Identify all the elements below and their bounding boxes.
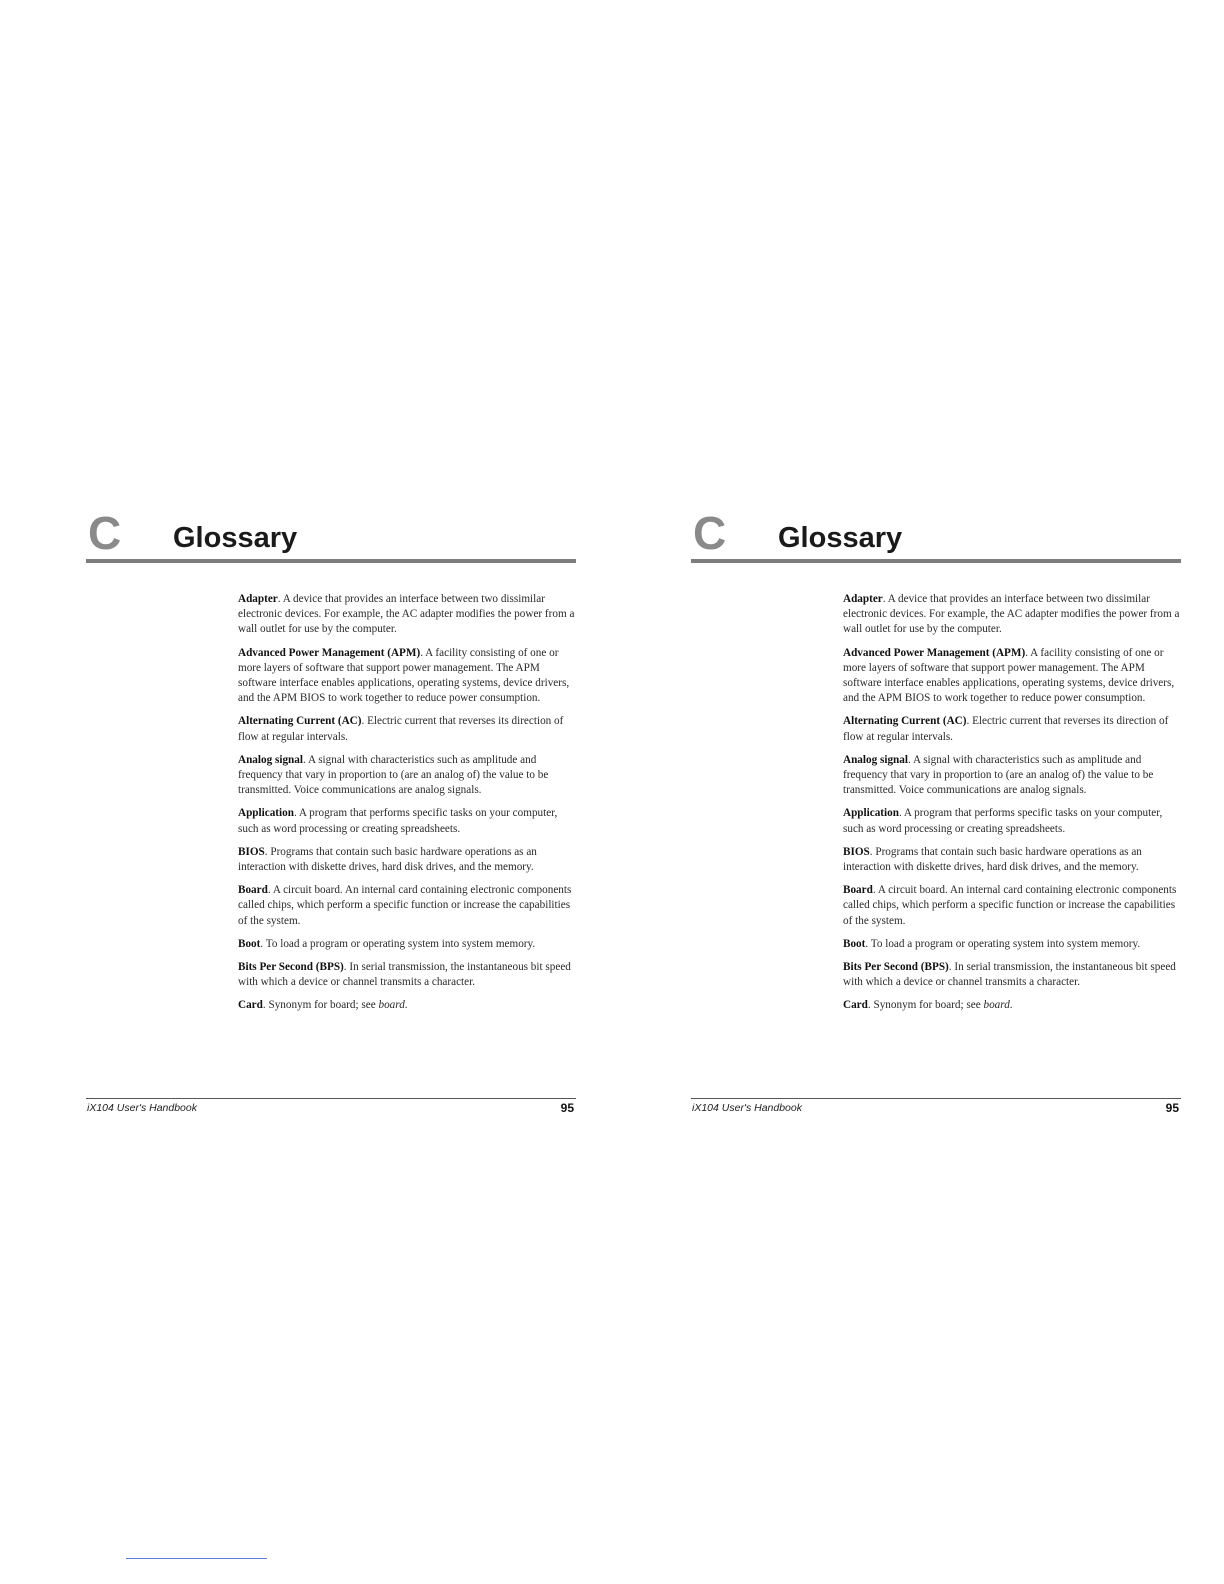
- glossary-term: Adapter: [238, 593, 278, 605]
- footer-book-title: iX104 User's Handbook: [87, 1102, 197, 1114]
- glossary-term: Bits Per Second (BPS): [238, 961, 344, 974]
- glossary-entries: [843, 592, 1183, 1022]
- chapter-title: Glossary: [778, 522, 903, 554]
- glossary-entry: [238, 998, 578, 1013]
- glossary-definition: . A signal with characteristics such as amplitude and frequency that vary in proportion to (are an analog of) the value to be transmitted. Voice communications are analog signals.: [238, 753, 549, 797]
- glossary-entries: [238, 592, 578, 1022]
- glossary-definition: . A device that provides an interface between two dissimilar electronic devices. For example, the AC adapter modifies the power from a wall outlet for use by the computer.: [843, 593, 1180, 636]
- glossary-definition: . Synonym for board; see: [262, 999, 379, 1012]
- glossary-entry: [843, 806, 1183, 836]
- glossary-entry: [238, 806, 578, 836]
- glossary-entry: [843, 883, 1183, 929]
- chapter-title: Glossary: [173, 522, 298, 554]
- glossary-entry: [238, 714, 578, 744]
- glossary-definition: . Electric current that reverses its direction of flow at regular intervals.: [843, 715, 1169, 743]
- glossary-entry: [238, 960, 578, 990]
- glossary-definition: . In serial transmission, the instantaneous bit speed with which a device or channel transmits a character.: [238, 961, 571, 989]
- footer-rule: [691, 1098, 1181, 1099]
- glossary-entry: [238, 646, 578, 707]
- glossary-entry: [843, 998, 1183, 1013]
- glossary-definition: . A device that provides an interface between two dissimilar electronic devices. For example, the AC adapter modifies the power from a wall outlet for use by the computer.: [238, 593, 575, 636]
- glossary-term: Boot: [238, 937, 261, 950]
- glossary-definition: . In serial transmission, the instantaneous bit speed with which a device or channel transmits a character.: [843, 961, 1176, 989]
- glossary-definition: . A program that performs specific tasks on your computer, such as word processing or creating spreadsheets.: [843, 807, 1163, 835]
- chapter-letter: C: [88, 507, 122, 559]
- glossary-term: BIOS: [238, 845, 265, 858]
- definition-tail: .: [404, 999, 408, 1012]
- glossary-definition: . A program that performs specific tasks on your computer, such as word processing or creating spreadsheets.: [238, 807, 558, 835]
- glossary-term: Card: [238, 999, 263, 1012]
- glossary-term: Board: [843, 884, 873, 897]
- glossary-entry: [843, 960, 1183, 990]
- glossary-definition: . A facility consisting of one or more layers of software that support power management. The APM software interface enables applications, operating systems, device drivers, and the APM BIOS to work together to reduce power consumption.: [238, 646, 570, 705]
- chapter-heading: [86, 507, 576, 559]
- glossary-entry: [238, 592, 578, 638]
- glossary-term: Adapter: [843, 593, 883, 605]
- footer-book-title: iX104 User's Handbook: [692, 1102, 802, 1114]
- glossary-definition: . To load a program or operating system into system memory.: [260, 937, 536, 950]
- glossary-entry: [238, 937, 578, 952]
- glossary-term: Advanced Power Management (APM): [238, 646, 421, 659]
- glossary-term: Card: [843, 999, 868, 1012]
- glossary-definition: . Synonym for board; see: [867, 999, 984, 1012]
- glossary-definition: . A facility consisting of one or more layers of software that support power management. The APM software interface enables applications, operating systems, device drivers, and the APM BIOS to work together to reduce power consumption.: [843, 646, 1175, 705]
- footer-rule: [86, 1098, 576, 1099]
- glossary-entry: [238, 753, 578, 799]
- glossary-term: Analog signal: [238, 753, 303, 766]
- glossary-term: BIOS: [843, 845, 870, 858]
- glossary-entry: [843, 753, 1183, 799]
- glossary-term: Analog signal: [843, 753, 908, 766]
- glossary-definition: . A signal with characteristics such as amplitude and frequency that vary in proportion to (are an analog of) the value to be transmitted. Voice communications are analog signals.: [843, 753, 1154, 797]
- glossary-definition: . Programs that contain such basic hardware operations as an interaction with diskette drives, hard disk drives, and the memory.: [843, 845, 1142, 874]
- cross-reference: board: [378, 999, 405, 1012]
- chapter-letter: C: [693, 507, 727, 559]
- glossary-definition: . Electric current that reverses its direction of flow at regular intervals.: [238, 715, 564, 743]
- glossary-entry: [843, 845, 1183, 875]
- definition-tail: .: [1009, 999, 1013, 1012]
- glossary-term: Bits Per Second (BPS): [843, 961, 949, 974]
- glossary-definition: . A circuit board. An internal card containing electronic components called chips, which perform a specific function or increase the capabilities of the system.: [238, 884, 572, 927]
- glossary-entry: [843, 646, 1183, 707]
- cross-reference: board: [983, 999, 1010, 1012]
- glossary-term: Application: [238, 807, 294, 820]
- glossary-term: Boot: [843, 937, 866, 950]
- glossary-definition: . To load a program or operating system into system memory.: [865, 937, 1141, 950]
- glossary-entry: [843, 937, 1183, 952]
- glossary-entry: [843, 592, 1183, 638]
- glossary-entry: [843, 714, 1183, 744]
- glossary-definition: . Programs that contain such basic hardware operations as an interaction with diskette drives, hard disk drives, and the memory.: [238, 845, 537, 874]
- left-page: [86, 0, 586, 1584]
- right-page: [691, 0, 1191, 1584]
- link-underline-artifact: [126, 1558, 267, 1559]
- heading-rule: [86, 559, 576, 563]
- glossary-entry: [238, 845, 578, 875]
- glossary-term: Application: [843, 807, 899, 820]
- glossary-entry: [238, 883, 578, 929]
- footer-page-number: 95: [1165, 1101, 1179, 1115]
- glossary-definition: . A circuit board. An internal card containing electronic components called chips, which perform a specific function or increase the capabilities of the system.: [843, 884, 1177, 927]
- glossary-term: Board: [238, 884, 268, 897]
- glossary-term: Advanced Power Management (APM): [843, 646, 1026, 659]
- footer-page-number: 95: [560, 1101, 574, 1115]
- heading-rule: [691, 559, 1181, 563]
- glossary-term: Alternating Current (AC): [238, 715, 362, 728]
- chapter-heading: [691, 507, 1181, 559]
- glossary-term: Alternating Current (AC): [843, 715, 967, 728]
